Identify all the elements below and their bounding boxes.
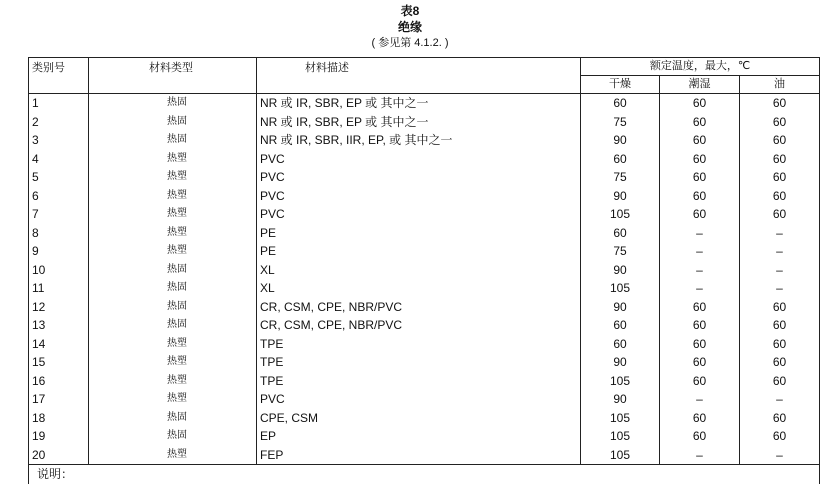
oil-temp-cell: 60 — [740, 187, 820, 206]
class-number-cell: 17 — [29, 390, 89, 409]
material-description-cell: PVC — [257, 205, 581, 224]
class-number-cell: 1 — [29, 94, 89, 113]
oil-temp-cell: – — [740, 261, 820, 280]
material-type-cell: 热塑 — [89, 205, 257, 224]
material-type-cell: 热塑 — [89, 372, 257, 391]
class-number-cell: 5 — [29, 168, 89, 187]
note-label: 说明： — [29, 465, 820, 484]
material-description-cell: EP — [257, 427, 581, 446]
header-wet: 潮湿 — [660, 76, 740, 94]
oil-temp-cell: 60 — [740, 298, 820, 317]
dry-temp-cell: 75 — [581, 168, 660, 187]
material-type-cell: 热塑 — [89, 242, 257, 261]
material-description-cell: XL — [257, 261, 581, 280]
oil-temp-cell: – — [740, 224, 820, 243]
class-number-cell: 9 — [29, 242, 89, 261]
dry-temp-cell: 105 — [581, 427, 660, 446]
material-description-cell: PVC — [257, 187, 581, 206]
dry-temp-cell: 105 — [581, 446, 660, 465]
oil-temp-cell: – — [740, 390, 820, 409]
wet-temp-cell: 60 — [660, 372, 740, 391]
oil-temp-cell: 60 — [740, 168, 820, 187]
oil-temp-cell: – — [740, 242, 820, 261]
material-type-cell: 热塑 — [89, 168, 257, 187]
insulation-table — [28, 57, 820, 484]
wet-temp-cell: – — [660, 446, 740, 465]
material-description-cell: PVC — [257, 150, 581, 169]
material-type-cell: 热固 — [89, 94, 257, 113]
table-row — [29, 353, 820, 372]
table-reference: ( 参见第 4.1.2. ) — [371, 37, 449, 49]
material-type-cell: 热固 — [89, 316, 257, 335]
oil-temp-cell: 60 — [740, 316, 820, 335]
class-number-cell: 18 — [29, 409, 89, 428]
header-material-description: 材料描述 — [257, 58, 581, 94]
material-type-cell: 热固 — [89, 261, 257, 280]
table-row — [29, 168, 820, 187]
material-type-cell: 热塑 — [89, 335, 257, 354]
material-type-cell: 热固 — [89, 279, 257, 298]
material-description-cell: CR, CSM, CPE, NBR/PVC — [257, 316, 581, 335]
class-number-cell: 20 — [29, 446, 89, 465]
wet-temp-cell: 60 — [660, 113, 740, 132]
dry-temp-cell: 105 — [581, 205, 660, 224]
material-description-cell: PE — [257, 224, 581, 243]
dry-temp-cell: 105 — [581, 279, 660, 298]
material-description-cell: TPE — [257, 372, 581, 391]
material-type-cell: 热塑 — [89, 353, 257, 372]
material-description-cell: TPE — [257, 353, 581, 372]
material-description-cell: CR, CSM, CPE, NBR/PVC — [257, 298, 581, 317]
dry-temp-cell: 90 — [581, 390, 660, 409]
table-row — [29, 409, 820, 428]
wet-temp-cell: – — [660, 224, 740, 243]
class-number-cell: 8 — [29, 224, 89, 243]
header-oil: 油 — [740, 76, 820, 94]
wet-temp-cell: – — [660, 390, 740, 409]
oil-temp-cell: 60 — [740, 353, 820, 372]
material-description-cell: XL — [257, 279, 581, 298]
oil-temp-cell: 60 — [740, 150, 820, 169]
class-number-cell: 4 — [29, 150, 89, 169]
oil-temp-cell: 60 — [740, 372, 820, 391]
oil-temp-cell: 60 — [740, 427, 820, 446]
material-description-cell: NR 或 IR, SBR, EP 或 其中之一 — [257, 113, 581, 132]
wet-temp-cell: 60 — [660, 187, 740, 206]
wet-temp-cell: – — [660, 242, 740, 261]
oil-temp-cell: – — [740, 279, 820, 298]
wet-temp-cell: 60 — [660, 94, 740, 113]
dry-temp-cell: 60 — [581, 316, 660, 335]
dry-temp-cell: 75 — [581, 113, 660, 132]
material-description-cell: PE — [257, 242, 581, 261]
wet-temp-cell: 60 — [660, 316, 740, 335]
table-row — [29, 94, 820, 113]
wet-temp-cell: 60 — [660, 427, 740, 446]
material-type-cell: 热固 — [89, 113, 257, 132]
table-row — [29, 279, 820, 298]
oil-temp-cell: – — [740, 446, 820, 465]
wet-temp-cell: 60 — [660, 150, 740, 169]
table-row — [29, 242, 820, 261]
dry-temp-cell: 90 — [581, 131, 660, 150]
material-description-cell: NR 或 IR, SBR, IIR, EP, 或 其中之一 — [257, 131, 581, 150]
table-row — [29, 372, 820, 391]
table-row — [29, 335, 820, 354]
dry-temp-cell: 105 — [581, 409, 660, 428]
class-number-cell: 15 — [29, 353, 89, 372]
header-dry: 干燥 — [581, 76, 660, 94]
material-type-cell: 热塑 — [89, 390, 257, 409]
dry-temp-cell: 60 — [581, 224, 660, 243]
class-number-cell: 19 — [29, 427, 89, 446]
wet-temp-cell: – — [660, 261, 740, 280]
table-row — [29, 187, 820, 206]
material-type-cell: 热塑 — [89, 150, 257, 169]
oil-temp-cell: 60 — [740, 205, 820, 224]
material-type-cell: 热固 — [89, 427, 257, 446]
table-row — [29, 316, 820, 335]
table-row — [29, 427, 820, 446]
class-number-cell: 7 — [29, 205, 89, 224]
wet-temp-cell: 60 — [660, 353, 740, 372]
class-number-cell: 2 — [29, 113, 89, 132]
table-row — [29, 390, 820, 409]
wet-temp-cell: – — [660, 279, 740, 298]
oil-temp-cell: 60 — [740, 94, 820, 113]
table-row — [29, 261, 820, 280]
wet-temp-cell: 60 — [660, 131, 740, 150]
material-description-cell: NR 或 IR, SBR, EP 或 其中之一 — [257, 94, 581, 113]
table-row — [29, 150, 820, 169]
dry-temp-cell: 75 — [581, 242, 660, 261]
wet-temp-cell: 60 — [660, 168, 740, 187]
table-title: 绝缘 — [397, 20, 422, 34]
dry-temp-cell: 105 — [581, 372, 660, 391]
table-row — [29, 205, 820, 224]
header-rated-temperature: 额定温度，最大，℃ — [581, 58, 820, 76]
table-row — [29, 113, 820, 132]
dry-temp-cell: 90 — [581, 353, 660, 372]
material-type-cell: 热固 — [89, 298, 257, 317]
class-number-cell: 13 — [29, 316, 89, 335]
class-number-cell: 3 — [29, 131, 89, 150]
material-type-cell: 热塑 — [89, 446, 257, 465]
dry-temp-cell: 60 — [581, 335, 660, 354]
table-row — [29, 131, 820, 150]
oil-temp-cell: 60 — [740, 113, 820, 132]
dry-temp-cell: 60 — [581, 94, 660, 113]
wet-temp-cell: 60 — [660, 335, 740, 354]
class-number-cell: 12 — [29, 298, 89, 317]
table-row — [29, 224, 820, 243]
dry-temp-cell: 90 — [581, 187, 660, 206]
material-description-cell: TPE — [257, 335, 581, 354]
oil-temp-cell: 60 — [740, 409, 820, 428]
wet-temp-cell: 60 — [660, 298, 740, 317]
header-class-number: 类别号 — [29, 58, 89, 94]
material-type-cell: 热固 — [89, 131, 257, 150]
material-type-cell: 热塑 — [89, 187, 257, 206]
table-number: 表8 — [400, 4, 420, 18]
oil-temp-cell: 60 — [740, 131, 820, 150]
table-row — [29, 298, 820, 317]
material-description-cell: CPE, CSM — [257, 409, 581, 428]
material-description-cell: FEP — [257, 446, 581, 465]
class-number-cell: 6 — [29, 187, 89, 206]
table-row — [29, 446, 820, 465]
material-description-cell: PVC — [257, 390, 581, 409]
class-number-cell: 14 — [29, 335, 89, 354]
class-number-cell: 11 — [29, 279, 89, 298]
class-number-cell: 16 — [29, 372, 89, 391]
oil-temp-cell: 60 — [740, 335, 820, 354]
dry-temp-cell: 60 — [581, 150, 660, 169]
header-material-type: 材料类型 — [89, 58, 257, 94]
dry-temp-cell: 90 — [581, 261, 660, 280]
class-number-cell: 10 — [29, 261, 89, 280]
material-description-cell: PVC — [257, 168, 581, 187]
wet-temp-cell: 60 — [660, 205, 740, 224]
dry-temp-cell: 90 — [581, 298, 660, 317]
material-type-cell: 热塑 — [89, 224, 257, 243]
material-type-cell: 热固 — [89, 409, 257, 428]
wet-temp-cell: 60 — [660, 409, 740, 428]
